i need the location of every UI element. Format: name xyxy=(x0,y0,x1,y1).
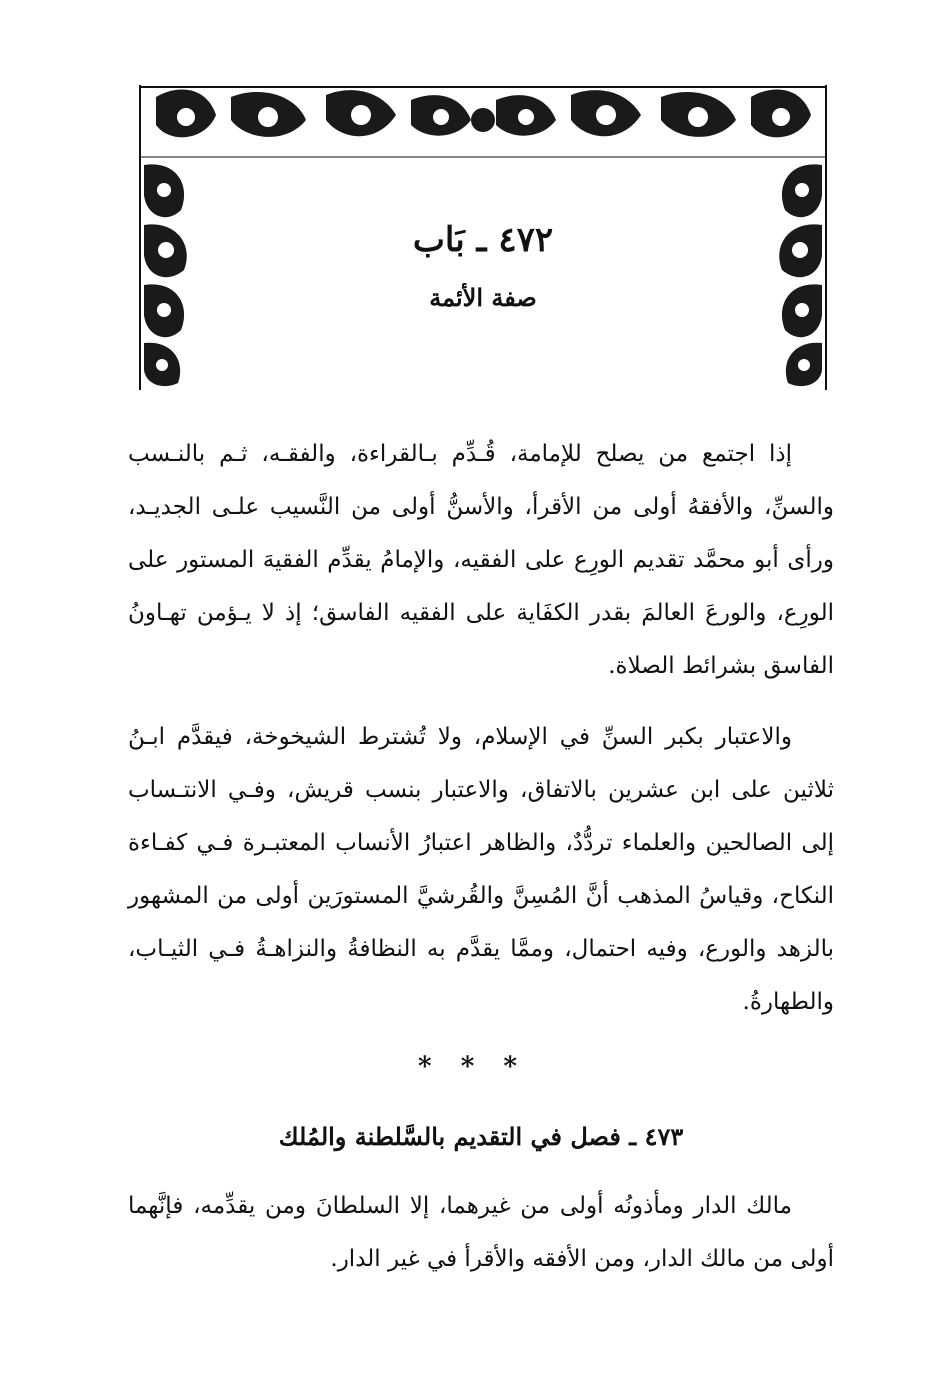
section-separator: * * * xyxy=(418,1052,527,1082)
paragraph-text: مالك الدار ومأذونُه أولى من غيرهما، إلا السلطانَ ومن يقدِّمه، فإنَّهما أولى من مالك الدار، ومن الأفقه والأقرأ في غير الدار. xyxy=(128,1193,834,1272)
chapter-paragraph-2 xyxy=(128,711,834,1029)
paragraph-text: والاعتبار بكبر السنِّ في الإسلام، ولا تُشترط الشيخوخة، فيقدَّم ابـنُ ثلاثين على ابن عشرين بالاتفاق، والاعتبار بنسب قريش، وفـي الانتـساب إلى الصالحين والعلماء تردُّدٌ، والظاهر اعتبارُ الأنساب المعتبـرة فـي كفـاءة النكاح، وقياسُ المذهب أنَّ المُسِنَّ والقُرشيَّ المستورَين أولى من المشهور بالزهد والورع، وفيه احتمال، وممَّا يقدَّم به النظافةُ والنزاهـةُ فـي الثيـاب، والطهارةُ. xyxy=(128,724,834,1015)
section-paragraph xyxy=(128,1180,834,1286)
chapter-title: صفة الأئمة xyxy=(429,283,537,312)
chapter-heading xyxy=(136,210,830,318)
section-title: ٤٧٣ ـ فصل في التقديم بالسَّلطنة والمُلك xyxy=(278,1122,684,1151)
paragraph-text: إذا اجتمع من يصلح للإمامة، قُـدِّم بـالقراءة، والفقـه، ثـم بالنـسب والسنِّ، والأفقهُ أولى من الأقرأ، والأسنُّ أولى من النَّسيب علـى الجديـد، ورأى أبو محمَّد تقديم الورِع على الفقيه، والإمامُ يقدِّم الفقيهَ المستور على الورِع، والورعَ العالمَ بقدر الكفَاية على الفقيه الفاسق؛ إذ لا يـؤمن تهـاونُ الفاسق بشرائط الصلاة. xyxy=(128,441,835,679)
chapter-number: ٤٧٢ ـ بَاب xyxy=(412,220,554,260)
chapter-paragraph-1 xyxy=(128,428,834,693)
